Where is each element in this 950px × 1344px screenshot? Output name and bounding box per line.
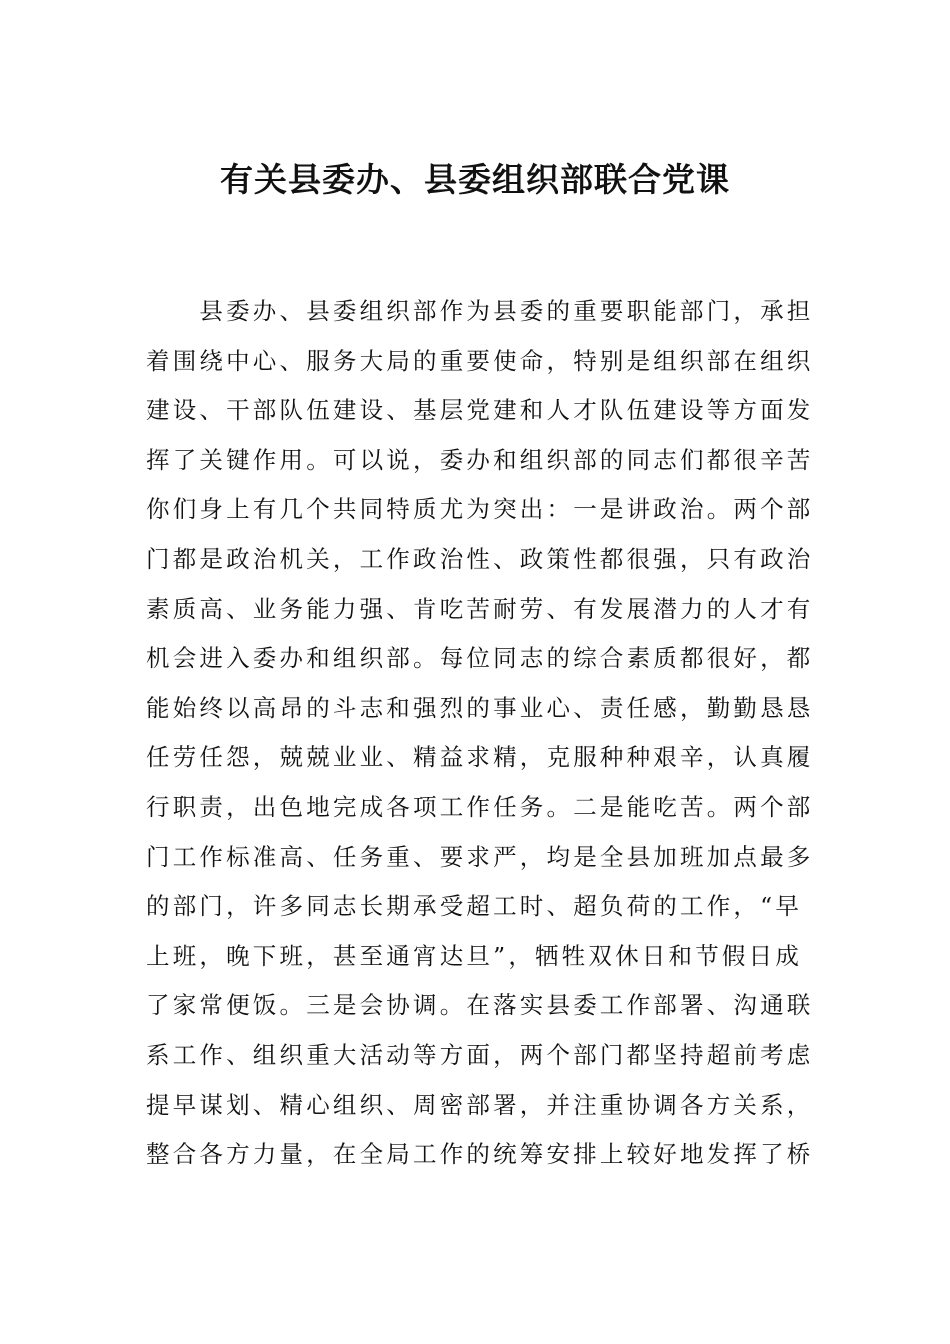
body-line: 系工作、组织重大活动等方面，两个部门都坚持超前考虑	[146, 1040, 814, 1069]
body-line: 行职责，出色地完成各项工作任务。二是能吃苦。两个部	[146, 792, 814, 821]
body-line: 着围绕中心、服务大局的重要使命，特别是组织部在组织	[146, 346, 814, 375]
body-line: 挥了关键作用。可以说，委办和组织部的同志们都很辛苦	[146, 445, 814, 474]
body-line: 了家常便饭。三是会协调。在落实县委工作部署、沟通联	[146, 991, 814, 1020]
body-line: 的部门，许多同志长期承受超工时、超负荷的工作，“早	[146, 892, 803, 921]
body-line: 县委办、县委组织部作为县委的重要职能部门，承担	[146, 297, 814, 325]
body-line: 任劳任怨，兢兢业业、精益求精，克服种种艰辛，认真履	[146, 743, 814, 772]
body-line: 上班，晚下班，甚至通宵达旦”，牺牲双休日和节假日成	[146, 941, 803, 970]
body-line: 整合各方力量，在全局工作的统筹安排上较好地发挥了桥	[146, 1140, 814, 1169]
body-line: 你们身上有几个共同特质尤为突出：一是讲政治。两个部	[146, 495, 814, 524]
body-line: 素质高、业务能力强、肯吃苦耐劳、有发展潜力的人才有	[146, 594, 814, 623]
body-line: 门都是政治机关，工作政治性、政策性都很强，只有政治	[146, 544, 814, 573]
document-body	[146, 287, 814, 1180]
document-title: 有关县委办、县委组织部联合党课	[220, 160, 730, 199]
body-line: 机会进入委办和组织部。每位同志的综合素质都很好，都	[146, 644, 814, 673]
body-line: 提早谋划、精心组织、周密部署，并注重协调各方关系，	[146, 1090, 814, 1119]
body-line: 门工作标准高、任务重、要求严，均是全县加班加点最多	[146, 842, 814, 871]
body-line: 建设、干部队伍建设、基层党建和人才队伍建设等方面发	[146, 396, 814, 425]
body-line: 能始终以高昂的斗志和强烈的事业心、责任感，勤勤恳恳	[146, 693, 814, 722]
